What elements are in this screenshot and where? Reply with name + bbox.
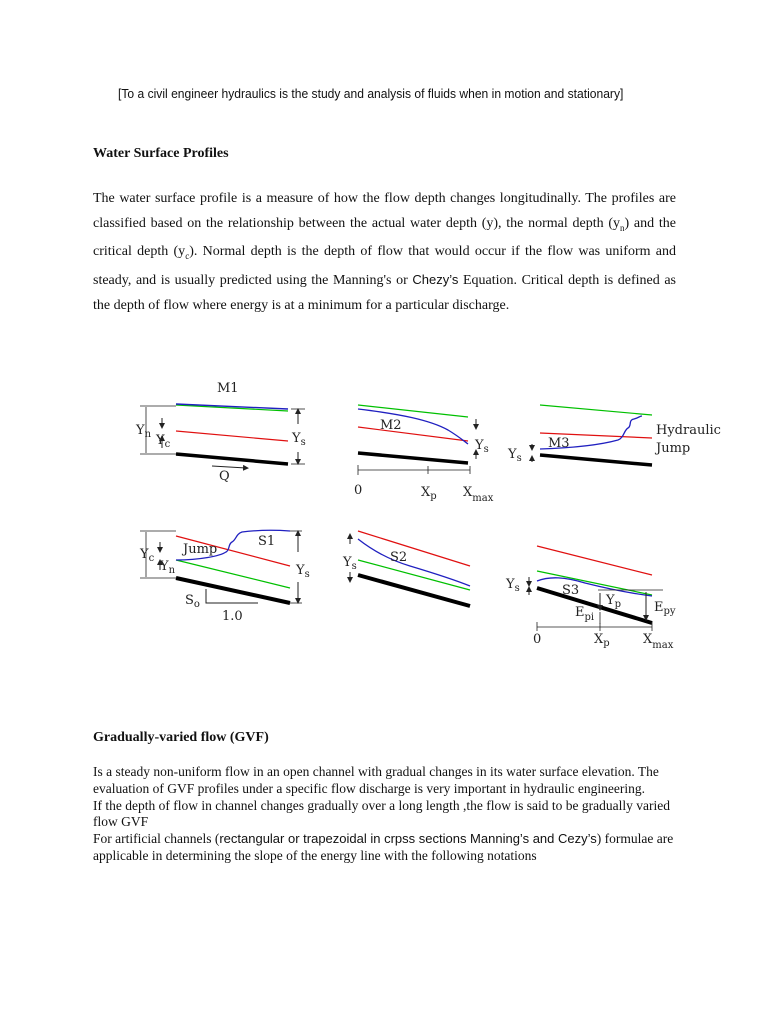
figure-label-part: c [164,439,171,450]
figure-label-part: s [351,561,357,572]
figure-label-part: X [643,632,653,647]
m3-bed-line [540,455,652,465]
figure-label-part: o [193,599,200,610]
m2-critical-line [358,427,468,441]
s3-panel [505,546,676,651]
s3-xp-label [594,632,610,649]
s1-ys-label [295,563,310,580]
figure-label-part: Y [606,593,615,608]
gvf-text-3a: For artificial channels ( [93,831,220,847]
figure-label-part: Y [140,547,149,562]
figure-label-part: s [483,444,489,455]
m3-ys-label [507,447,522,464]
figure-label-part: E [575,605,585,620]
para-text-2: ) and the critical depth (y [93,215,676,259]
m1-flow-arrow [212,466,246,468]
m2-ys-label [474,438,489,455]
m3-jump-label: Jump [656,441,691,456]
s2-normal-line [358,560,470,590]
m1-bed-line [176,454,288,464]
section-title-water-surface-profiles: Water Surface Profiles [93,146,229,161]
s2-ys-label [342,555,357,572]
m3-panel [507,405,721,465]
sub-c: c [185,250,190,261]
para-text-4: Equation. Critical depth is defined as the depth of flow where energy is at a minimum for a particular discharge. [93,273,676,313]
s1-jump-label: Jump [183,542,218,557]
m1-label: M1 [217,381,239,396]
figure-label-part: Y [508,447,517,462]
m1-critical-line [176,431,288,441]
figure-label-part: n [144,429,152,440]
m2-bed-line [358,453,468,463]
m3-hydraulic-label: Hydraulic [656,423,721,438]
figure-label-part: E [654,600,664,615]
m1-ys-label [291,431,306,448]
m3-label: M3 [548,436,570,451]
figure-label-part: Y [292,431,301,446]
figure-label-part: n [168,565,176,576]
s3-epi-label [575,605,594,623]
gvf-text-2: If the depth of flow in channel changes gradually over a long length ,the flow is said to be gradually varied flow GVF [93,797,670,830]
figure-label-part: Y [296,563,305,578]
s3-yp-label [605,593,621,610]
figure-label-part: p [614,599,621,610]
s3-xmax-label [643,632,674,651]
figure-label-part: max [472,493,494,504]
figure-label-part: s [304,569,310,580]
chezy-word: Chezy’s [412,272,459,288]
figure-label-part: Y [343,555,352,570]
s1-one-label: 1.0 [222,609,243,624]
figure-label-part: s [516,453,522,464]
gvf-text-3c: ) formulae are applicable in determining the slope of the energy line with the following notations [93,831,674,863]
figure-label-part: s [514,583,520,594]
figure-label-part: p [603,638,610,649]
figure-label-part: p [430,491,437,502]
s2-panel [342,531,470,606]
s3-epy-label [654,600,676,617]
figure-label-part: py [663,606,676,617]
figure-label-part: c [148,553,155,564]
m2-panel [354,405,494,504]
s1-yn-label [159,559,176,576]
m3-normal-line [540,405,652,415]
header-quote: [To a civil engineer hydraulics is the study and analysis of fluids when in motion and stationary] [118,86,624,101]
section-title-gvf: Gradually-varied flow (GVF) [93,730,269,745]
m1-yn-label [135,423,152,440]
m1-yc-label [155,433,171,450]
s1-yc-label [139,547,155,564]
figure-label-part: Y [136,423,145,438]
figure-label-part: Y [506,577,515,592]
figure-label-part: X [463,485,473,500]
figure-label-part: S [185,593,194,608]
figure-label-part: Y [156,433,165,448]
m2-xmax-label [463,485,494,504]
s2-critical-line [358,531,470,566]
para-text-3: ). Normal depth is the depth of flow that would occur if the flow was uniform and steady, and is usually predicted using the Manning's or [93,243,676,289]
figure-label-part: X [421,485,431,500]
figure-label-part: max [652,640,674,651]
gvf-paragraph [93,764,683,865]
m1-panel [135,381,306,484]
s1-so-label [185,593,200,610]
figure-label-part: Y [160,559,169,574]
s3-critical-line [537,546,652,575]
m1-q-label: Q [219,469,230,484]
figure-label-part: Y [475,438,484,453]
sub-n: n [620,222,625,233]
s3-zero-label: 0 [533,632,542,647]
gvf-text-3b: rectangular or trapezoidal in crpss sections Manning’s and Cezy’s [219,831,597,847]
s2-label: S2 [390,550,408,565]
m2-label: M2 [380,418,402,433]
m2-zero-label: 0 [354,483,363,498]
figure-label-part: pi [584,612,595,623]
s3-label: S3 [562,583,580,598]
figure-label-part: X [594,632,604,647]
gvf-text-3 [93,831,683,865]
s1-normal-line [176,560,290,588]
s1-label: S1 [258,534,276,549]
m2-xp-label [421,485,437,502]
figure-label-part: s [300,437,306,448]
s3-ys-label [505,577,520,594]
para-text-1: The water surface profile is a measure of how the flow depth changes longitudinally. The profiles are classified based on the relationship between the actual water depth (y), the normal depth (y [93,191,676,231]
gvf-text-1: Is a steady non-uniform flow in an open channel with gradual changes in its water surface elevation. The evaluation of GVF profiles under a specific flow discharge is very important in hydraulic engineering. [93,764,659,796]
s1-panel [139,530,310,624]
